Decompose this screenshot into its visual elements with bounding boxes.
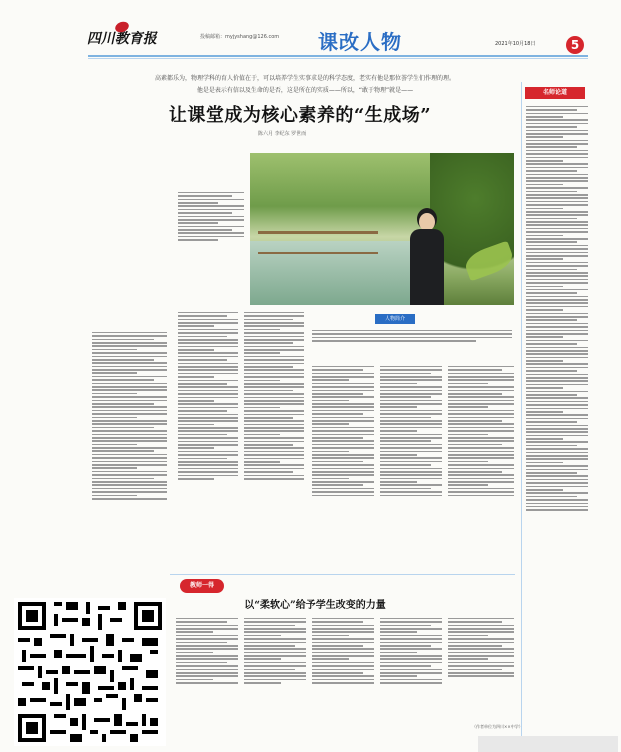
kicker-line-1: 高素都乐为，物理学科的育人价值在于，可以培养学生实事求是的科学态度，老实有他是那位荟学生们作理的理。 xyxy=(154,75,455,82)
bottom-column-2 xyxy=(244,616,306,734)
portrait-photo xyxy=(250,153,514,305)
bottom-column-5 xyxy=(448,616,514,720)
bottom-column-4 xyxy=(380,616,442,734)
issue-date: 2021年10月18日 xyxy=(495,41,536,47)
article-headline: 让课堂成为核心素养的“生成场” xyxy=(168,105,432,126)
article-column-2 xyxy=(178,310,238,570)
masthead-rule xyxy=(88,55,588,57)
newspaper-logo: 四川教育报 xyxy=(86,31,160,47)
page-number-badge: 5 xyxy=(566,36,584,54)
profile-label: 人物简介 xyxy=(375,314,415,324)
article-column-3 xyxy=(244,310,304,570)
masthead-rule-thin xyxy=(88,58,588,59)
profile-text xyxy=(312,328,512,358)
article-column-4 xyxy=(312,364,374,570)
article-column-6 xyxy=(448,364,514,570)
intro-column xyxy=(178,190,244,282)
article-column-5 xyxy=(380,364,442,570)
contact-email: 投稿邮箱：myjyshang@126.com xyxy=(200,34,280,40)
sidebar-label: 名师论道 xyxy=(525,87,585,99)
teacher-portrait-icon xyxy=(410,213,444,305)
bottom-column-3 xyxy=(312,616,374,734)
sidebar-column xyxy=(526,104,588,740)
qr-code-icon xyxy=(14,598,166,746)
section-title: 课改人物 xyxy=(318,30,402,54)
article-column-1 xyxy=(92,330,167,570)
kicker-line-2: 他是是表示有信以及生命的是否，这是所在的实质——所以，“敢于物理”就是—— xyxy=(196,87,414,94)
bottom-article-tag: 教师一得 xyxy=(180,579,224,593)
article-byline: 陈六月 李纪东 罗世而 xyxy=(258,131,307,137)
bottom-article-title: 以“柔软心”给予学生改变的力量 xyxy=(244,600,386,611)
masthead xyxy=(0,0,621,64)
bottom-column-1 xyxy=(176,616,238,734)
author-credit: （作者单位为四川××中学） xyxy=(472,724,523,729)
footer-strip xyxy=(478,736,618,752)
